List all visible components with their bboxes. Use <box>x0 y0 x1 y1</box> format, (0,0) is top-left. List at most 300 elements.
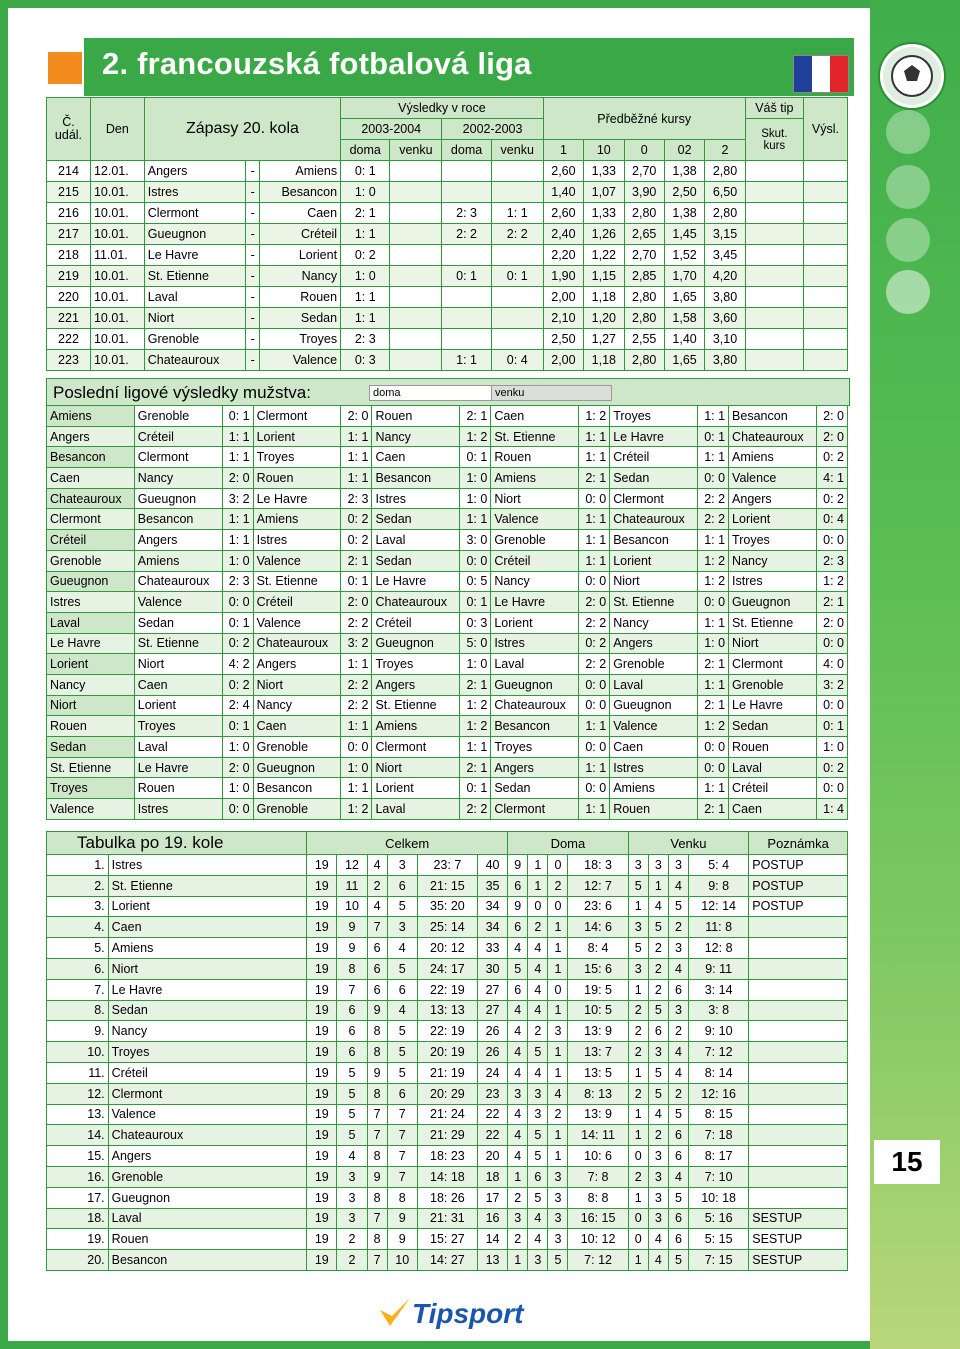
score: 0: 1 <box>460 778 491 799</box>
wins: 5 <box>337 1062 367 1083</box>
opponent: Angers <box>372 674 460 695</box>
separator: - <box>246 245 260 266</box>
losses: 5 <box>387 1062 417 1083</box>
score: 0: 0 <box>341 737 372 758</box>
result-cell <box>803 350 847 371</box>
home-goals: 16: 15 <box>568 1208 628 1229</box>
away-losses: 3 <box>668 938 688 959</box>
home-draws: 1 <box>528 855 548 876</box>
home-losses: 3 <box>548 1166 568 1187</box>
score: 1: 0 <box>222 778 253 799</box>
odds-1: 2,20 <box>543 245 583 266</box>
result-home-2004: 0: 2 <box>341 245 390 266</box>
result-away-2003 <box>491 329 543 350</box>
draws: 8 <box>367 1187 387 1208</box>
played: 19 <box>307 1042 337 1063</box>
score: 0: 0 <box>816 530 847 551</box>
score: 2: 2 <box>460 799 491 820</box>
your-tip-cell[interactable] <box>745 161 803 182</box>
team-results-row <box>47 757 848 778</box>
opponent: Laval <box>372 530 460 551</box>
ball-icon <box>886 165 930 209</box>
result-home-2003 <box>442 245 491 266</box>
opponent: Amiens <box>253 509 341 530</box>
away-goals: 3: 8 <box>689 1000 749 1021</box>
away-goals: 8: 17 <box>689 1146 749 1167</box>
opponent: Nancy <box>372 426 460 447</box>
opponent: Troyes <box>729 530 817 551</box>
team-name: Le Havre <box>108 979 307 1000</box>
col-year1: 2003-2004 <box>341 119 442 140</box>
result-home-2004: 2: 1 <box>341 203 390 224</box>
played: 19 <box>307 979 337 1000</box>
away-draws: 2 <box>648 1125 668 1146</box>
team-name: Clermont <box>108 1083 307 1104</box>
home-team: Chateauroux <box>144 350 245 371</box>
points: 17 <box>478 1187 508 1208</box>
opponent: Sedan <box>610 468 698 489</box>
team-results-row <box>47 674 848 695</box>
away-losses: 5 <box>668 1250 688 1271</box>
played: 19 <box>307 896 337 917</box>
points: 34 <box>478 896 508 917</box>
result-home-2004: 0: 3 <box>341 350 390 371</box>
opponent: Angers <box>729 488 817 509</box>
note <box>749 917 848 938</box>
away-wins: 3 <box>628 917 648 938</box>
separator: - <box>246 161 260 182</box>
score: 1: 0 <box>460 468 491 489</box>
match-date: 10.01. <box>90 224 144 245</box>
result-away-2003: 0: 4 <box>491 350 543 371</box>
odds-10: 1,07 <box>584 182 624 203</box>
draws: 9 <box>367 1062 387 1083</box>
team-name: Chateauroux <box>47 488 135 509</box>
opponent: Caen <box>372 447 460 468</box>
losses: 4 <box>387 938 417 959</box>
opponent: Caen <box>134 674 222 695</box>
losses: 4 <box>387 1000 417 1021</box>
home-team: St. Etienne <box>144 266 245 287</box>
team-name: Nancy <box>47 674 135 695</box>
score: 1: 0 <box>816 737 847 758</box>
score: 2: 0 <box>341 592 372 613</box>
odds-02: 1,65 <box>664 350 704 371</box>
fixture-row <box>47 266 848 287</box>
home-wins: 1 <box>508 1250 528 1271</box>
tip <box>390 245 442 266</box>
rank: 15. <box>47 1146 109 1167</box>
odds-10: 1,26 <box>584 224 624 245</box>
played: 19 <box>307 1000 337 1021</box>
team-name: Valence <box>108 1104 307 1125</box>
home-losses: 1 <box>548 958 568 979</box>
note <box>749 1021 848 1042</box>
your-tip-cell[interactable] <box>745 266 803 287</box>
losses: 7 <box>387 1104 417 1125</box>
draws: 8 <box>367 1146 387 1167</box>
wins: 5 <box>337 1083 367 1104</box>
away-wins: 1 <box>628 1187 648 1208</box>
score: 2: 1 <box>697 695 728 716</box>
wins: 6 <box>337 1021 367 1042</box>
odds-0: 2,85 <box>624 266 664 287</box>
opponent: Lorient <box>372 778 460 799</box>
away-losses: 6 <box>668 1146 688 1167</box>
odds-10: 1,18 <box>584 287 624 308</box>
fixture-row <box>47 182 848 203</box>
away-draws: 3 <box>648 1208 668 1229</box>
opponent: Chateauroux <box>610 509 698 530</box>
opponent: Grenoble <box>491 530 579 551</box>
opponent: Valence <box>134 592 222 613</box>
score: 0: 0 <box>579 737 610 758</box>
odds-2: 2,80 <box>705 203 745 224</box>
score: 0: 2 <box>816 757 847 778</box>
away-goals: 10: 18 <box>689 1187 749 1208</box>
draws: 8 <box>367 1021 387 1042</box>
losses: 6 <box>387 875 417 896</box>
away-team: Valence <box>260 350 341 371</box>
away-draws: 2 <box>648 938 668 959</box>
home-wins: 3 <box>508 1208 528 1229</box>
score: 3: 2 <box>222 488 253 509</box>
opponent: Gueugnon <box>372 633 460 654</box>
score: 2: 0 <box>816 406 847 427</box>
score: 1: 1 <box>222 426 253 447</box>
tip <box>390 224 442 245</box>
col-home: doma <box>442 140 491 161</box>
opponent: Troyes <box>491 737 579 758</box>
tipsport-logo <box>378 1294 524 1332</box>
result-home-2003: 1: 1 <box>442 350 491 371</box>
away-draws: 4 <box>648 896 668 917</box>
home-wins: 6 <box>508 979 528 1000</box>
away-team: Rouen <box>260 287 341 308</box>
points: 30 <box>478 958 508 979</box>
score: 1: 4 <box>816 799 847 820</box>
match-date: 10.01. <box>90 308 144 329</box>
ball-icon <box>886 110 930 154</box>
separator: - <box>246 266 260 287</box>
team-name: Istres <box>108 855 307 876</box>
away-draws: 3 <box>648 1042 668 1063</box>
team-name: Niort <box>108 958 307 979</box>
odds-02: 1,40 <box>664 329 704 350</box>
opponent: Grenoble <box>253 737 341 758</box>
home-losses: 1 <box>548 938 568 959</box>
rank: 16. <box>47 1166 109 1187</box>
your-tip-cell[interactable] <box>745 287 803 308</box>
score: 1: 1 <box>341 716 372 737</box>
score: 5: 0 <box>460 633 491 654</box>
away-losses: 4 <box>668 1042 688 1063</box>
rank: 5. <box>47 938 109 959</box>
standings-row <box>47 917 848 938</box>
your-tip-cell[interactable] <box>745 350 803 371</box>
score: 1: 2 <box>697 550 728 571</box>
team-name: Grenoble <box>47 550 135 571</box>
score: 1: 1 <box>222 447 253 468</box>
away-wins: 0 <box>628 1229 648 1250</box>
event-number: 217 <box>47 224 91 245</box>
opponent: Valence <box>729 468 817 489</box>
losses: 7 <box>387 1166 417 1187</box>
odds-1: 2,40 <box>543 224 583 245</box>
separator: - <box>246 308 260 329</box>
opponent: Niort <box>134 654 222 675</box>
home-wins: 4 <box>508 1042 528 1063</box>
tip <box>390 287 442 308</box>
away-goals: 12: 14 <box>689 896 749 917</box>
col-odds-02: 02 <box>664 140 704 161</box>
opponent: Nancy <box>729 550 817 571</box>
your-tip-cell[interactable] <box>745 182 803 203</box>
odds-02: 1,58 <box>664 308 704 329</box>
home-team: Grenoble <box>144 329 245 350</box>
your-tip-cell[interactable] <box>745 245 803 266</box>
score: 2: 1 <box>341 550 372 571</box>
away-goals: 7: 10 <box>689 1166 749 1187</box>
score: 2: 3 <box>222 571 253 592</box>
result-home-2003: 2: 2 <box>442 224 491 245</box>
odds-1: 2,50 <box>543 329 583 350</box>
opponent: Sedan <box>372 509 460 530</box>
goals: 24: 17 <box>417 958 477 979</box>
score: 4: 0 <box>816 654 847 675</box>
score: 2: 0 <box>222 468 253 489</box>
away-draws: 6 <box>648 1021 668 1042</box>
away-wins: 2 <box>628 1000 648 1021</box>
losses: 7 <box>387 1146 417 1167</box>
result-cell <box>803 287 847 308</box>
home-losses: 4 <box>548 1083 568 1104</box>
wins: 3 <box>337 1187 367 1208</box>
score: 1: 1 <box>697 612 728 633</box>
col-odds-2: 2 <box>705 140 745 161</box>
losses: 9 <box>387 1208 417 1229</box>
rank: 14. <box>47 1125 109 1146</box>
home-goals: 12: 7 <box>568 875 628 896</box>
score: 3: 0 <box>460 530 491 551</box>
home-wins: 2 <box>508 1187 528 1208</box>
odds-10: 1,15 <box>584 266 624 287</box>
recent-results-table <box>46 405 848 820</box>
team-name: Istres <box>47 592 135 613</box>
team-name: Gueugnon <box>108 1187 307 1208</box>
note <box>749 1062 848 1083</box>
points: 26 <box>478 1021 508 1042</box>
football-emblem-icon <box>880 44 944 108</box>
home-losses: 3 <box>548 1208 568 1229</box>
home-goals: 18: 3 <box>568 855 628 876</box>
odds-2: 3,80 <box>705 350 745 371</box>
your-tip-cell[interactable] <box>745 329 803 350</box>
standings-row <box>47 1125 848 1146</box>
score: 0: 4 <box>816 509 847 530</box>
points: 22 <box>478 1104 508 1125</box>
away-draws: 3 <box>648 855 668 876</box>
your-tip-cell[interactable] <box>745 203 803 224</box>
home-wins: 4 <box>508 938 528 959</box>
note <box>749 1042 848 1063</box>
away-wins: 1 <box>628 1062 648 1083</box>
opponent: Valence <box>253 612 341 633</box>
wins: 9 <box>337 917 367 938</box>
goals: 21: 19 <box>417 1062 477 1083</box>
score: 2: 2 <box>579 612 610 633</box>
your-tip-cell[interactable] <box>745 308 803 329</box>
opponent: Le Havre <box>372 571 460 592</box>
score: 0: 1 <box>222 612 253 633</box>
opponent: Clermont <box>729 654 817 675</box>
result-cell <box>803 161 847 182</box>
opponent: Amiens <box>372 716 460 737</box>
score: 2: 2 <box>697 509 728 530</box>
losses: 9 <box>387 1229 417 1250</box>
away-goals: 9: 10 <box>689 1021 749 1042</box>
home-wins: 9 <box>508 855 528 876</box>
score: 2: 0 <box>816 612 847 633</box>
score: 1: 1 <box>222 530 253 551</box>
odds-0: 2,80 <box>624 287 664 308</box>
score: 2: 1 <box>460 757 491 778</box>
team-results-row <box>47 633 848 654</box>
separator: - <box>246 224 260 245</box>
result-cell <box>803 329 847 350</box>
draws: 8 <box>367 1042 387 1063</box>
home-goals: 8: 13 <box>568 1083 628 1104</box>
home-goals: 13: 5 <box>568 1062 628 1083</box>
team-name: Sedan <box>47 737 135 758</box>
opponent: Troyes <box>134 716 222 737</box>
result-home-2003: 2: 3 <box>442 203 491 224</box>
score: 0: 0 <box>460 550 491 571</box>
tip <box>390 161 442 182</box>
score: 1: 1 <box>579 550 610 571</box>
draws: 9 <box>367 1000 387 1021</box>
wins: 5 <box>337 1104 367 1125</box>
opponent: Besancon <box>134 509 222 530</box>
opponent: Angers <box>491 757 579 778</box>
rank: 17. <box>47 1187 109 1208</box>
score: 2: 3 <box>816 550 847 571</box>
col-year2: 2002-2003 <box>442 119 543 140</box>
odds-02: 1,38 <box>664 203 704 224</box>
away-team: Troyes <box>260 329 341 350</box>
score: 1: 1 <box>579 426 610 447</box>
result-away-2003: 2: 2 <box>491 224 543 245</box>
score: 2: 1 <box>460 406 491 427</box>
opponent: Troyes <box>253 447 341 468</box>
away-wins: 3 <box>628 855 648 876</box>
tip <box>390 203 442 224</box>
played: 19 <box>307 1104 337 1125</box>
note <box>749 1083 848 1104</box>
score: 1: 1 <box>697 778 728 799</box>
result-home-2003 <box>442 287 491 308</box>
score: 0: 2 <box>816 488 847 509</box>
goals: 21: 31 <box>417 1208 477 1229</box>
page-number: 15 <box>874 1140 940 1184</box>
goals: 20: 19 <box>417 1042 477 1063</box>
rank: 1. <box>47 855 109 876</box>
note <box>749 1166 848 1187</box>
wins: 9 <box>337 938 367 959</box>
score: 0: 0 <box>579 488 610 509</box>
wins: 11 <box>337 875 367 896</box>
points: 35 <box>478 875 508 896</box>
legend-away: venku <box>491 385 612 401</box>
rank: 8. <box>47 1000 109 1021</box>
away-goals: 12: 8 <box>689 938 749 959</box>
opponent: St. Etienne <box>729 612 817 633</box>
note <box>749 1000 848 1021</box>
away-draws: 5 <box>648 1083 668 1104</box>
played: 19 <box>307 875 337 896</box>
odds-1: 2,00 <box>543 287 583 308</box>
opponent: Nancy <box>253 695 341 716</box>
home-team: Clermont <box>144 203 245 224</box>
score: 1: 1 <box>460 737 491 758</box>
team-results-row <box>47 612 848 633</box>
home-wins: 5 <box>508 958 528 979</box>
home-draws: 4 <box>528 1062 548 1083</box>
team-name: Angers <box>47 426 135 447</box>
odds-10: 1,18 <box>584 350 624 371</box>
opponent: Chateauroux <box>491 695 579 716</box>
away-goals: 7: 12 <box>689 1042 749 1063</box>
opponent: Gueugnon <box>491 674 579 695</box>
played: 19 <box>307 917 337 938</box>
event-number: 215 <box>47 182 91 203</box>
away-goals: 11: 8 <box>689 917 749 938</box>
score: 2: 1 <box>460 674 491 695</box>
away-goals: 9: 8 <box>689 875 749 896</box>
event-number: 221 <box>47 308 91 329</box>
team-name: Créteil <box>47 530 135 551</box>
score: 0: 0 <box>697 592 728 613</box>
score: 0: 0 <box>816 695 847 716</box>
event-number: 220 <box>47 287 91 308</box>
away-draws: 4 <box>648 1250 668 1271</box>
opponent: Nancy <box>491 571 579 592</box>
rank: 9. <box>47 1021 109 1042</box>
draws: 7 <box>367 917 387 938</box>
home-draws: 0 <box>528 896 548 917</box>
wins: 2 <box>337 1229 367 1250</box>
opponent: Grenoble <box>134 406 222 427</box>
score: 2: 3 <box>341 488 372 509</box>
team-name: Laval <box>47 612 135 633</box>
goals: 21: 24 <box>417 1104 477 1125</box>
away-goals: 7: 18 <box>689 1125 749 1146</box>
your-tip-cell[interactable] <box>745 224 803 245</box>
result-home-2004: 1: 0 <box>341 182 390 203</box>
home-wins: 4 <box>508 1125 528 1146</box>
home-team: Gueugnon <box>144 224 245 245</box>
opponent: Niort <box>610 571 698 592</box>
odds-2: 4,20 <box>705 266 745 287</box>
event-number: 214 <box>47 161 91 182</box>
result-home-2003 <box>442 182 491 203</box>
home-wins: 4 <box>508 1104 528 1125</box>
standings-row <box>47 896 848 917</box>
score: 0: 0 <box>222 799 253 820</box>
result-away-2003 <box>491 245 543 266</box>
home-losses: 1 <box>548 1125 568 1146</box>
col-day: Den <box>90 98 144 161</box>
